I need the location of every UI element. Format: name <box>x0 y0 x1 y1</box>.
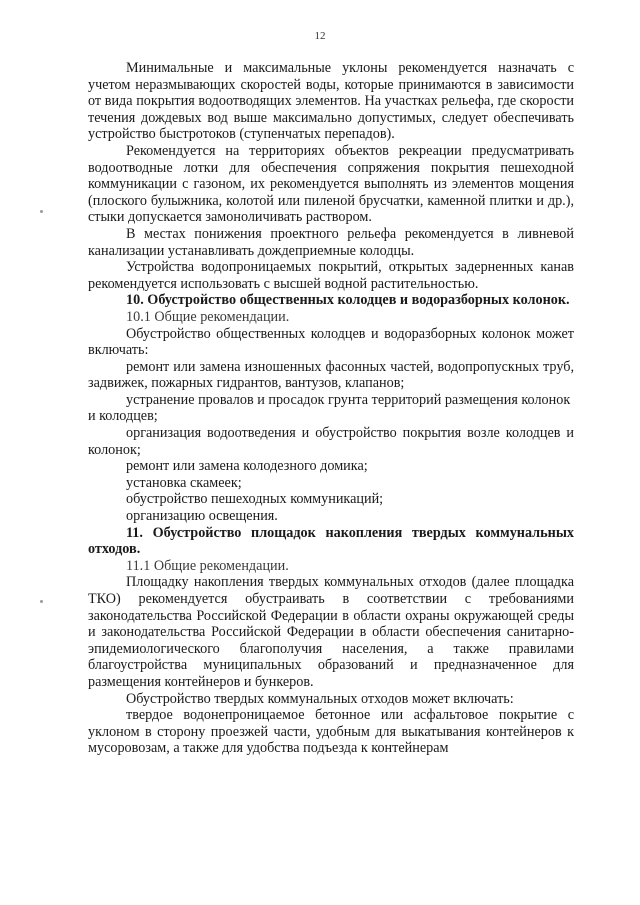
paragraph: Минимальные и максимальные уклоны рекомендуется назначать с учетом неразмывающих скоростей воды, которые принимаются в зависимости от вида покрытия водоотводящих элементов. На участках рельефа, где скорости течения дождевых вод выше максимально допустимых, следует обеспечивать устройство быстротоков (ступенчатых перепадов). <box>88 60 574 143</box>
list-item: обустройство пешеходных коммуникаций; <box>126 491 384 508</box>
section-heading: 10. Обустройство общественных колодцев и водоразборных колонок. <box>126 292 570 309</box>
paragraph: В местах понижения проектного рельефа рекомендуется в ливневой канализации устанавливать дождеприемные колодцы. <box>88 225 574 259</box>
paragraph: Обустройство твердых коммунальных отходов может включать: <box>126 690 514 707</box>
subsection-title: 11.1 Общие рекомендации. <box>126 557 289 574</box>
section-heading: 11. Обустройство площадок накопления твердых коммунальных отходов. <box>88 524 574 558</box>
margin-mark <box>40 210 43 213</box>
document-body <box>88 60 574 757</box>
paragraph: Устройства водопроницаемых покрытий, открытых задерненных канав рекомендуется использовать с высшей водной растительностью. <box>88 259 574 292</box>
paragraph: Площадку накопления твердых коммунальных отходов (далее площадка ТКО) рекомендуется обустраивать в соответствии с требованиями законодательства Российской Федерации в области охраны окружающей среды и законодательства Российской Федерации в области обеспечения санитарно-эпидемиологического благополучия населения, а также правилами благоустройства муниципальных образований и предназначенное для размещения контейнеров и бункеров. <box>88 574 574 690</box>
paragraph: Рекомендуется на территориях объектов рекреации предусматривать водоотводные лотки для обеспечения сопряжения покрытия пешеходной коммуникации с газоном, их рекомендуется выполнять из элементов мощения (плоского булыжника, колотой или пиленой брусчатки, каменной плитки и др.), стыки допускается замоноличивать раствором. <box>88 142 574 226</box>
list-item: ремонт или замена изношенных фасонных частей, водопропускных труб, задвижек, пожарных гидрантов, вантузов, клапанов; <box>88 358 574 392</box>
page-number: 12 <box>314 30 326 42</box>
paragraph: Обустройство общественных колодцев и водоразборных колонок может включать: <box>88 325 574 359</box>
list-item: организацию освещения. <box>126 508 278 525</box>
list-item: организация водоотведения и обустройство покрытия возле колодцев и колонок; <box>88 425 574 458</box>
margin-mark <box>40 600 43 603</box>
list-item: твердое водонепроницаемое бетонное или асфальтовое покрытие с уклоном в сторону проезжей части, удобным для выкатывания контейнеров к мусоровозам, а также для удобства подъезда к контейнерам <box>88 707 574 757</box>
list-item: ремонт или замена колодезного домика; <box>126 458 368 475</box>
list-item-continuation: и колодцев; <box>88 408 158 425</box>
list-item: устранение провалов и просадок грунта территорий размещения колонок <box>126 391 571 408</box>
subsection-title: 10.1 Общие рекомендации. <box>126 308 290 325</box>
list-item: установка скамеек; <box>126 474 242 491</box>
